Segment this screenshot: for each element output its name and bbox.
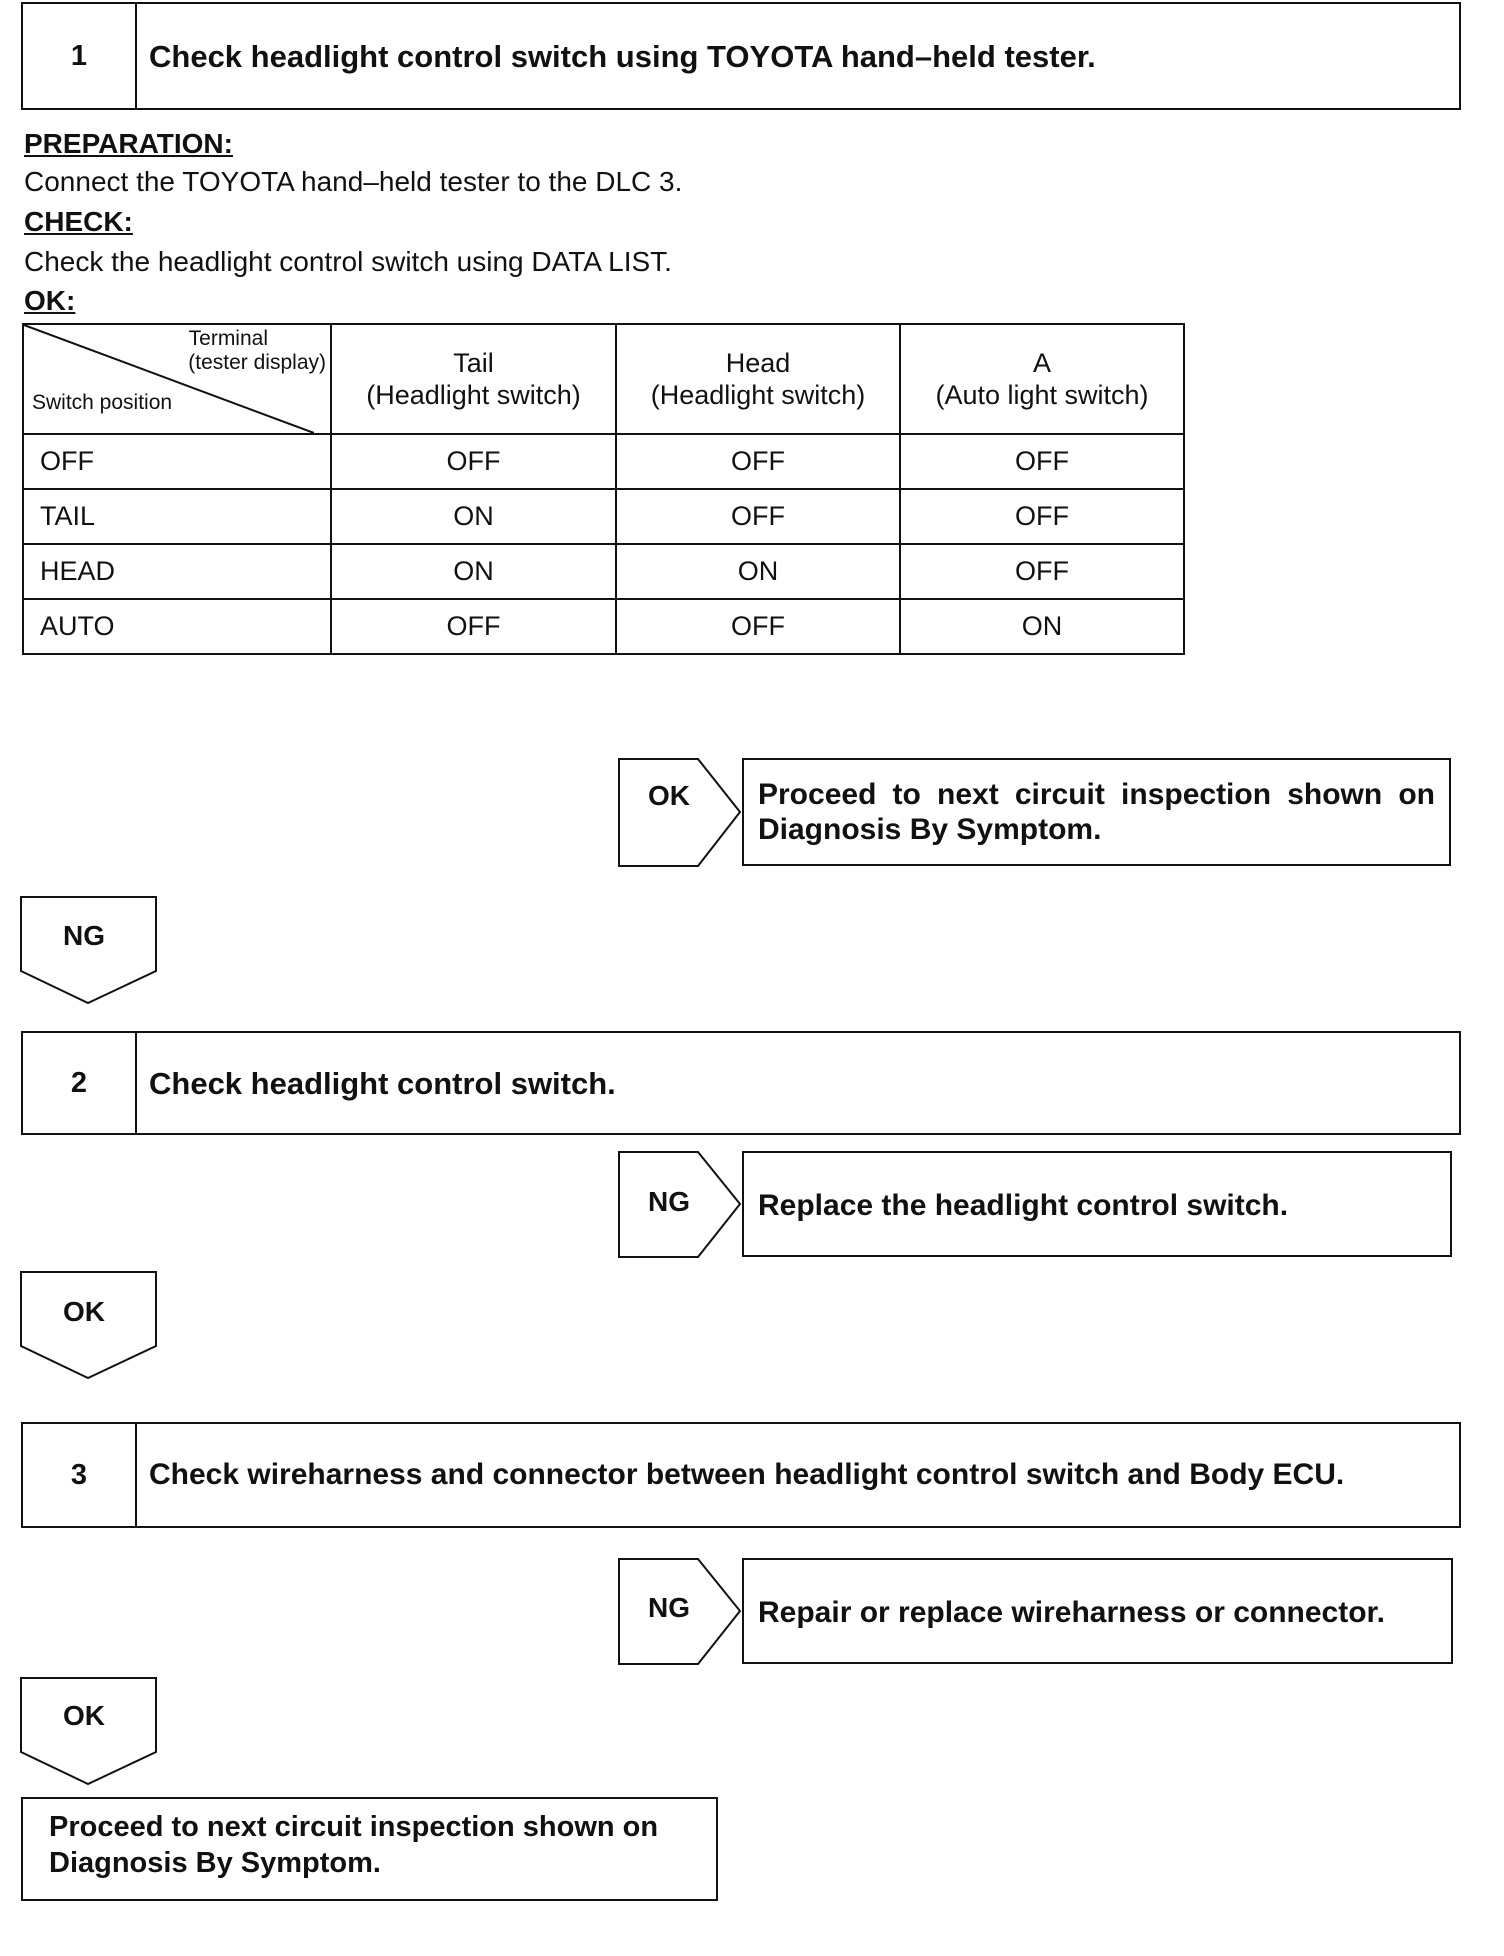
ok-right-arrow-shape	[618, 758, 743, 868]
step-3-title: Check wireharness and connector between headlight control switch and Body ECU.	[149, 1458, 1345, 1491]
table-cell-a: OFF	[900, 544, 1184, 599]
ok-label: OK:	[24, 285, 76, 316]
column-header-head	[616, 324, 900, 434]
check-text: Check the headlight control switch using DATA LIST.	[24, 246, 672, 277]
column-header-head-line1: Head	[725, 347, 791, 378]
table-corner-cell	[23, 324, 331, 434]
corner-bottom-label: Switch position	[32, 390, 173, 414]
step-3-ok-down-arrow-shape	[20, 1677, 160, 1787]
step-2-ng-result-text: Replace the headlight control switch.	[758, 1189, 1289, 1222]
table-cell-position: OFF	[23, 434, 331, 489]
step-2-ng-result-box	[742, 1151, 1452, 1257]
column-header-tail	[331, 324, 616, 434]
table-cell-position: HEAD	[23, 544, 331, 599]
final-result-box	[21, 1797, 718, 1901]
step-2-box	[21, 1031, 1461, 1135]
preparation-text: Connect the TOYOTA hand–held tester to the DLC 3.	[24, 166, 683, 197]
column-header-a-line2: (Auto light switch)	[935, 380, 1149, 410]
table-cell-tail: OFF	[331, 599, 616, 654]
check-label: CHECK:	[24, 206, 133, 237]
column-header-tail-line1: Tail	[453, 347, 494, 378]
data-list-table	[22, 323, 1185, 655]
preparation-label: PREPARATION:	[24, 128, 233, 159]
corner-top-line2: (tester display)	[188, 351, 326, 375]
column-header-head-line2: (Headlight switch)	[650, 380, 866, 410]
step-3-box	[21, 1422, 1461, 1528]
corner-top-label	[188, 327, 326, 375]
column-header-a-line1: A	[1032, 347, 1051, 378]
table-cell-a: OFF	[900, 434, 1184, 489]
column-header-tail-line2: (Headlight switch)	[366, 380, 581, 410]
table-cell-tail: ON	[331, 544, 616, 599]
table-cell-head: OFF	[616, 434, 900, 489]
column-header-a	[900, 324, 1184, 434]
table-row	[23, 599, 1184, 654]
final-result-text: Proceed to next circuit inspection shown on Diagnosis By Symptom.	[49, 1811, 659, 1880]
step-1-box	[21, 2, 1461, 110]
corner-top-line1: Terminal	[188, 327, 268, 350]
step-3-ok-branch-label: OK	[63, 1700, 105, 1731]
step-2-title: Check headlight control switch.	[149, 1065, 616, 1101]
step-3-ng-result-box	[742, 1558, 1453, 1664]
table-cell-a: OFF	[900, 489, 1184, 544]
table-cell-a: ON	[900, 599, 1184, 654]
table-header-row	[23, 324, 1184, 434]
step-1-ok-result-box	[742, 758, 1451, 866]
step-1-ng-branch-label: NG	[63, 920, 105, 951]
step-3-number: 3	[23, 1424, 137, 1526]
table-cell-position: AUTO	[23, 599, 331, 654]
step-1-title: Check headlight control switch using TOYOTA hand–held tester.	[149, 38, 1096, 74]
table-row	[23, 489, 1184, 544]
table-cell-head: ON	[616, 544, 900, 599]
table-cell-head: OFF	[616, 599, 900, 654]
step-3-ng-result-text: Repair or replace wireharness or connector.	[758, 1596, 1385, 1629]
step-2-number: 2	[23, 1033, 137, 1133]
table-row	[23, 544, 1184, 599]
step-1-ok-branch-label: OK	[648, 780, 690, 811]
table-cell-tail: ON	[331, 489, 616, 544]
table-row	[23, 434, 1184, 489]
step-2-ok-branch-label: OK	[63, 1296, 105, 1327]
step-2-ng-branch-label: NG	[648, 1186, 690, 1217]
step-3-ng-branch-label: NG	[648, 1592, 690, 1623]
step-1-ok-result-text: Proceed to next circuit inspection shown on Diagnosis By Symptom.	[758, 778, 1435, 846]
table-cell-head: OFF	[616, 489, 900, 544]
step-1-number: 1	[23, 4, 137, 108]
table-cell-position: TAIL	[23, 489, 331, 544]
table-cell-tail: OFF	[331, 434, 616, 489]
